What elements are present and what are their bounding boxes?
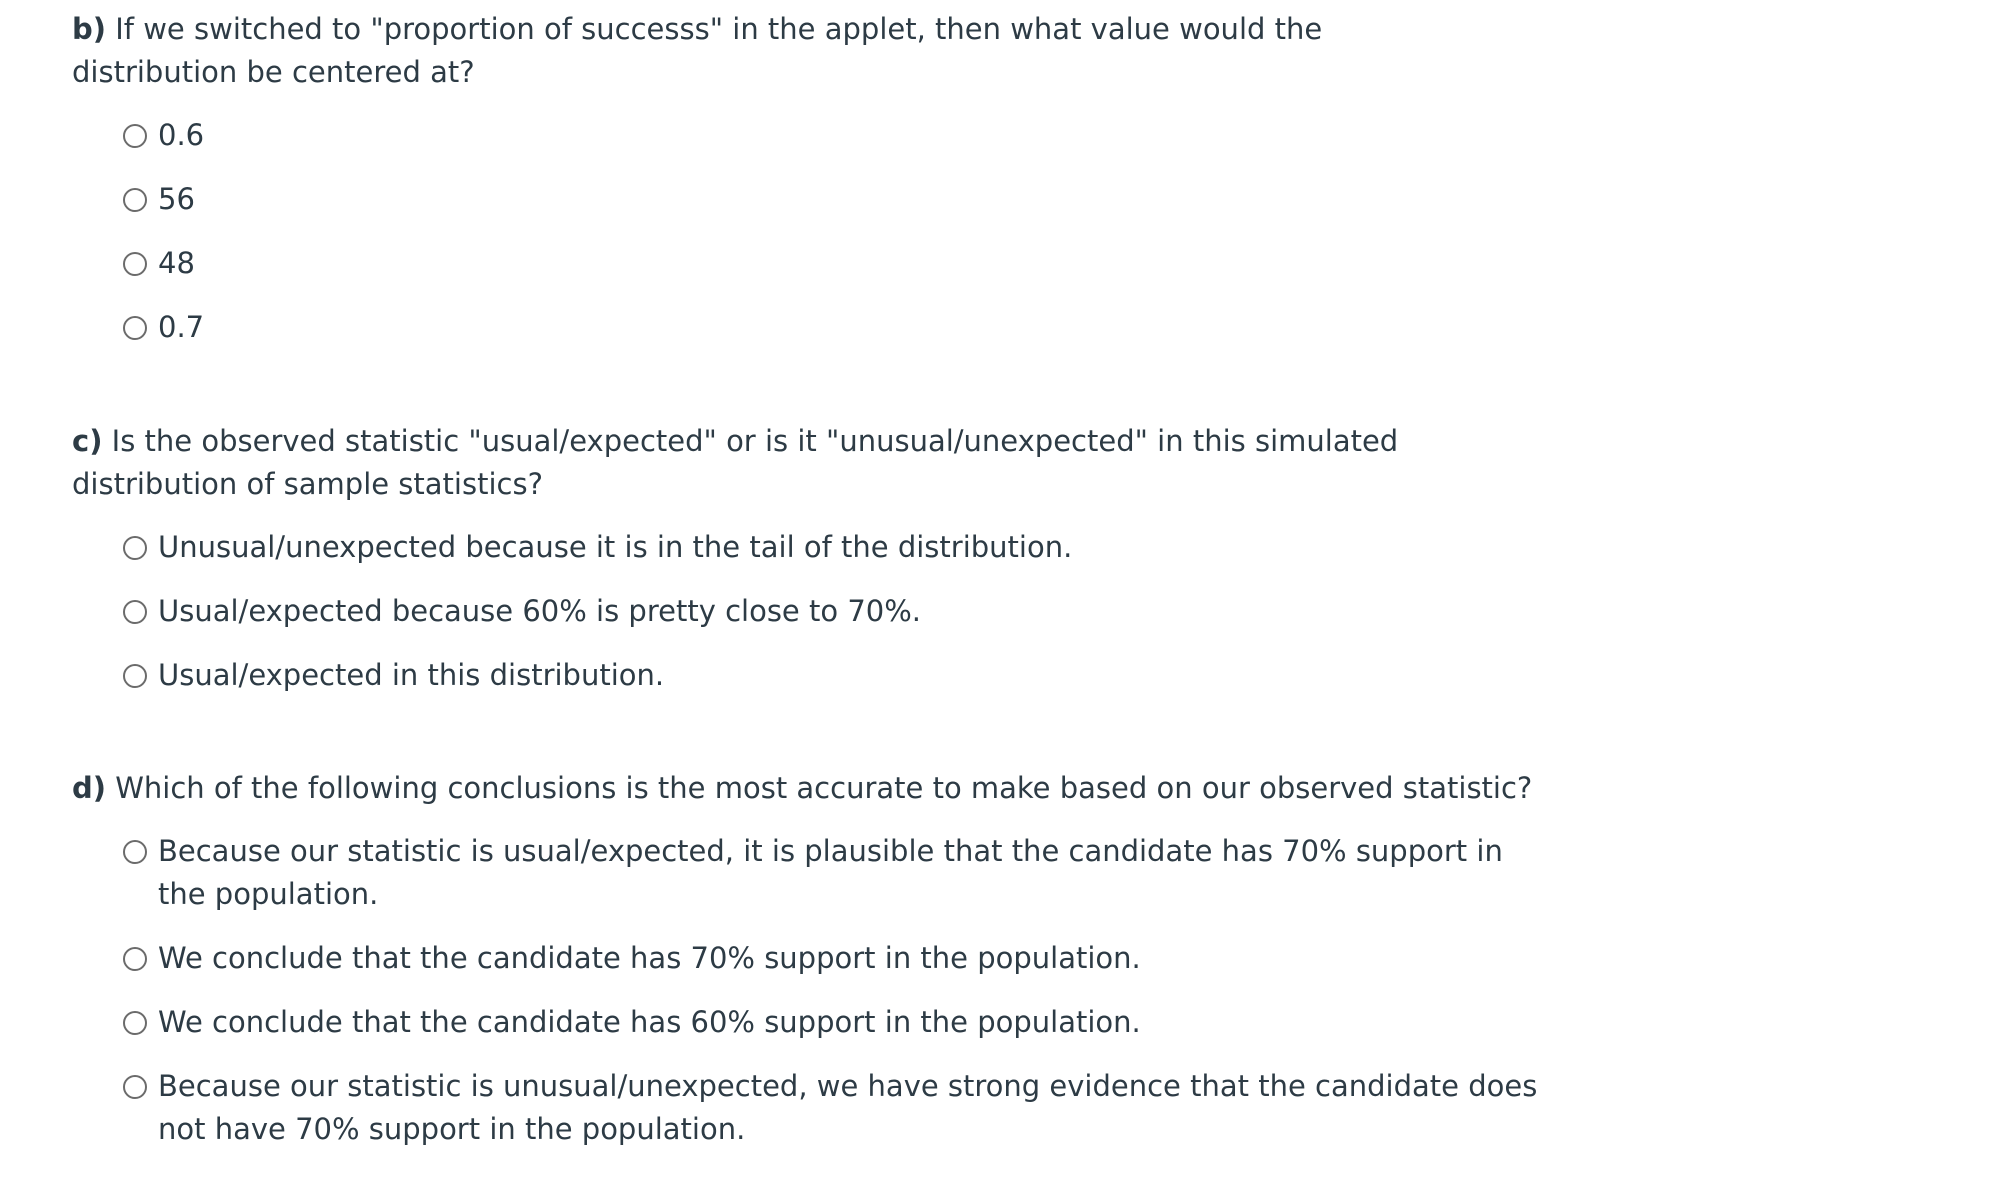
radio-button[interactable] [123,664,147,688]
option-label: 56 [158,182,195,216]
option-c-2[interactable] [72,590,1572,633]
radio-button[interactable] [123,1075,147,1099]
question-c-options [72,526,1572,697]
option-b-2[interactable] [72,178,1572,221]
option-d-4[interactable] [72,1065,1558,1151]
question-c-label: c) [72,424,103,458]
option-c-1[interactable] [72,526,1572,569]
option-label: Because our statistic is unusual/unexpected, we have strong evidence that the candidate does not have 70% support in the population. [158,1069,1538,1146]
radio-button[interactable] [123,252,147,276]
question-b-text [72,0,1472,94]
radio-button[interactable] [123,536,147,560]
option-label: Usual/expected because 60% is pretty close to 70%. [158,594,921,628]
option-label: We conclude that the candidate has 70% support in the population. [158,941,1141,975]
question-d-text [72,759,1572,810]
option-label: 0.7 [158,310,205,344]
option-b-3[interactable] [72,242,1572,285]
radio-button[interactable] [123,600,147,624]
option-b-4[interactable] [72,306,1572,349]
radio-button[interactable] [123,947,147,971]
question-d-options [72,830,1572,1151]
option-label: Unusual/unexpected because it is in the tail of the distribution. [158,530,1073,564]
radio-button[interactable] [123,840,147,864]
question-c-text [72,412,1402,506]
option-d-1[interactable] [72,830,1508,916]
option-label: 0.6 [158,118,205,152]
option-label: Usual/expected in this distribution. [158,658,665,692]
question-d-prompt: Which of the following conclusions is the most accurate to make based on our observed statistic? [106,771,1533,805]
question-b-options [72,114,1572,349]
option-c-3[interactable] [72,654,1572,697]
radio-button[interactable] [123,124,147,148]
option-label: We conclude that the candidate has 60% support in the population. [158,1005,1141,1039]
question-c [72,412,1572,697]
question-c-prompt: Is the observed statistic "usual/expected" or is it "unusual/unexpected" in this simulated distribution of sample statistics? [72,424,1399,501]
option-d-2[interactable] [72,937,1572,980]
radio-button[interactable] [123,188,147,212]
option-label: 48 [158,246,195,280]
question-d [72,759,1572,1151]
question-b-label: b) [72,12,107,46]
question-d-label: d) [72,771,107,805]
option-b-1[interactable] [72,114,1572,157]
option-d-3[interactable] [72,1001,1572,1044]
question-b-prompt: If we switched to "proportion of successs" in the applet, then what value would the distribution be centered at? [72,12,1323,89]
option-label: Because our statistic is usual/expected, it is plausible that the candidate has 70% support in the population. [158,834,1503,911]
radio-button[interactable] [123,316,147,340]
question-b [72,0,1572,349]
radio-button[interactable] [123,1011,147,1035]
